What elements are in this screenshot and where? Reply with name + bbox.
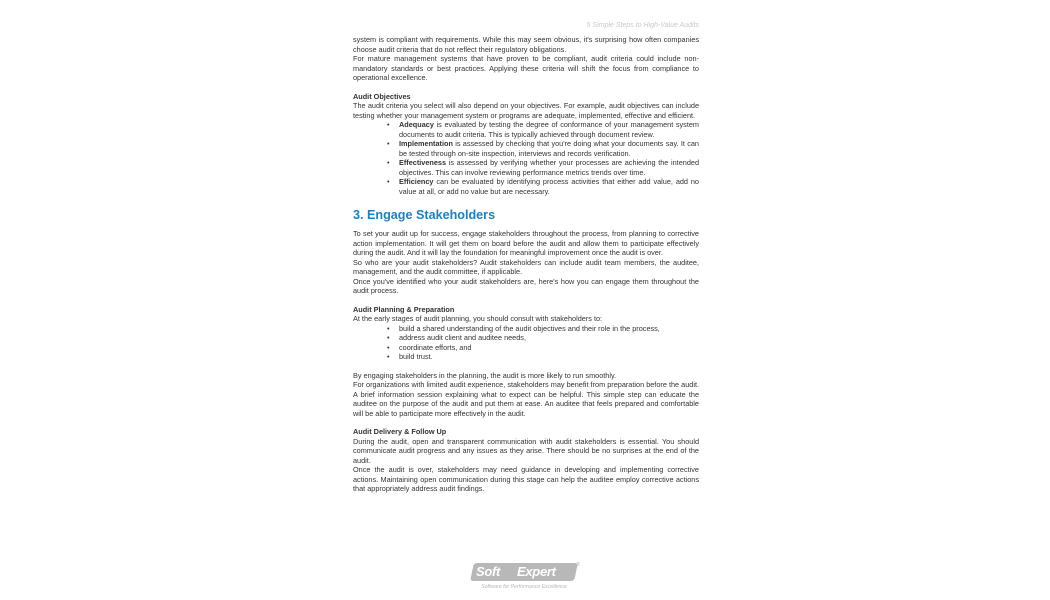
audit-objectives-list xyxy=(353,120,699,196)
objective-term: Efficiency xyxy=(399,177,434,186)
document-page xyxy=(353,0,699,600)
list-item-text: build trust. xyxy=(399,352,433,361)
bullet-icon: • xyxy=(387,158,390,167)
list-item xyxy=(353,333,699,343)
logo-word-soft: Soft xyxy=(476,564,501,579)
objective-text: can be evaluated by identifying process activities that either add value, add no value at all, or add no value but are necessary. xyxy=(399,177,699,196)
bullet-icon: • xyxy=(387,177,390,186)
spacer xyxy=(353,418,699,427)
planning-list xyxy=(353,324,699,362)
spacer xyxy=(353,296,699,305)
bullet-icon: • xyxy=(387,333,390,342)
delivery-paragraph-1: During the audit, open and transparent communication with audit stakeholders is essential. You should communicate audit progress and any issues as they arise. There should be no surprises at the end of the audit. xyxy=(353,436,699,465)
list-item xyxy=(353,343,699,353)
spacer xyxy=(353,362,699,371)
spacer xyxy=(353,196,699,208)
bullet-icon: • xyxy=(387,323,390,333)
list-item xyxy=(353,177,699,196)
registered-mark: ® xyxy=(576,562,580,568)
objective-term: Effectiveness xyxy=(399,158,447,167)
planning-intro: At the early stages of audit planning, you should consult with stakeholders to: xyxy=(353,314,603,323)
planning-paragraph-2: For organizations with limited audit experience, stakeholders may benefit from preparation before the audit. A brief information session explaining what to expect can be helpful. This simple step can educate the auditee on the purpose of the audit and put them at ease. An auditee that feels prepared and comfortable will be able to participate more effectively in the audit. xyxy=(353,380,699,418)
planning-heading: Audit Planning & Preparation xyxy=(353,304,455,314)
logo-tagline: Software for Performance Excellence xyxy=(481,584,567,590)
objective-term: Implementation xyxy=(399,139,453,148)
list-item xyxy=(353,120,699,139)
list-item-text: address audit client and auditee needs, xyxy=(399,333,526,342)
objective-text: is assessed by checking that you're doing what your documents say. It can be tested through on-site inspection, interviews and records verification. xyxy=(399,139,699,158)
list-item xyxy=(353,139,699,158)
planning-paragraph-1: By engaging stakeholders in the planning, the audit is more likely to run smoothly. xyxy=(353,370,617,380)
list-item-text: coordinate efforts, and xyxy=(399,342,472,352)
objective-term: Adequacy xyxy=(399,120,434,129)
list-item xyxy=(353,158,699,177)
objective-text: is evaluated by testing the degree of conformance of your management system documents to audit criteria. This is typically achieved through document review. xyxy=(399,120,699,139)
bullet-icon: • xyxy=(387,139,390,148)
audit-objectives-intro: The audit criteria you select will also depend on your objectives. For example, audit objectives can include testing whether your management system or programs are adequate, implemented, effective and efficient. xyxy=(353,101,699,120)
section-paragraph-2: So who are your audit stakeholders? Audit stakeholders can include audit team members, the auditee, management, and the audit committee, if applicable. xyxy=(353,257,699,276)
section-paragraph-1: To set your audit up for success, engage stakeholders throughout the process, from planning to corrective action implementation. It will get them on board before the audit and allow them to participate effectively during the audit. And it will lay the foundation for meaningful improvement once the audit is over. xyxy=(353,229,699,257)
page-content xyxy=(353,35,699,494)
spacer xyxy=(353,83,699,92)
list-item xyxy=(353,352,699,362)
intro-paragraph-1: system is compliant with requirements. While this may seem obvious, it's surprising how often companies choose audit criteria that do not reflect their regulatory obligations. xyxy=(353,35,699,54)
section-paragraph-3: Once you've identified who your audit stakeholders are, here's how you can engage them throughout the audit process. xyxy=(353,276,699,295)
delivery-paragraph-2: Once the audit is over, stakeholders may need guidance in developing and implementing corrective actions. Maintaining open communication during this stage can help the auditee employ corrective actions that appropriately address audit findings. xyxy=(353,465,699,493)
objective-text: is assessed by verifying whether your processes are achieving the intended objectives. This can involve reviewing performance metrics trends over time. xyxy=(399,158,699,177)
bullet-icon: • xyxy=(387,120,390,129)
running-header: 5 Simple Steps to High-Value Audits xyxy=(586,22,699,29)
delivery-heading: Audit Delivery & Follow Up xyxy=(353,427,447,436)
list-item xyxy=(353,324,699,334)
bullet-icon: • xyxy=(387,352,390,361)
section-title: 3. Engage Stakeholders xyxy=(353,208,496,222)
list-item-text: build a shared understanding of the audit objectives and their role in the process, xyxy=(399,323,660,333)
logo-word-expert: Expert xyxy=(517,564,556,579)
bullet-icon: • xyxy=(387,342,390,352)
intro-paragraph-2: For mature management systems that have proven to be compliant, audit criteria could include non-mandatory standards or best practices. Applying these criteria will shift the focus from compliance to operational excellence. xyxy=(353,54,699,82)
audit-objectives-heading: Audit Objectives xyxy=(353,91,411,101)
softexpert-logo xyxy=(472,563,580,595)
